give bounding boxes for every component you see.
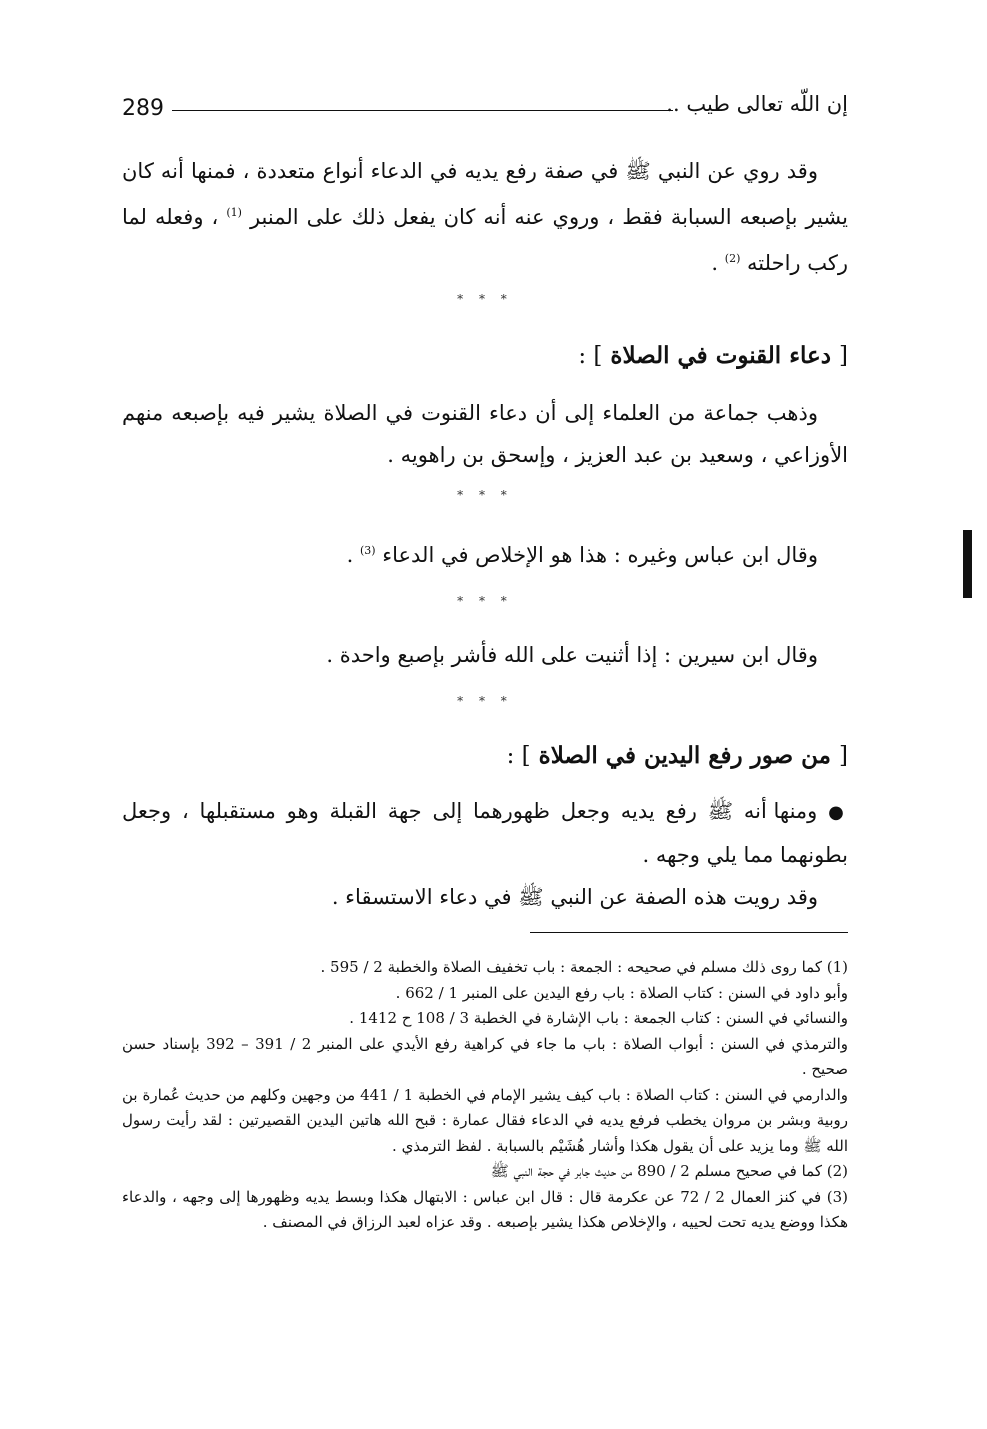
bullet-marker: ● [828, 802, 848, 823]
footnote-ref-1: (1) [226, 206, 242, 219]
heading-close-bracket: ] : [506, 743, 531, 769]
paragraph-4: وقال ابن سيرين : إذا أثنيت على الله فأشر بإصبع واحدة . [326, 643, 818, 667]
running-title: إن اللّه تعالى طيب .. [666, 92, 848, 116]
section-separator: * * * [457, 292, 513, 306]
heading-open-bracket: [ [839, 743, 848, 769]
footnote-rule [530, 932, 848, 933]
footnote-ref-3: (3) [359, 544, 376, 557]
footnote-line: (2) كما في صحيح مسلم 2 / 890 من حديث جابر في حجة النبي ﷺ [490, 1162, 848, 1180]
paragraph-5-text: ومنها أنه ﷺ رفع يديه وجعل ظهورهما إلى جهة القبلة وهو مستقبلها ، وجعل بطونهما مما يلي وجهه . [122, 799, 848, 867]
heading-text: من صور رفع اليدين في الصلاة [538, 742, 831, 769]
section-separator: * * * [457, 594, 513, 608]
paragraph-1-end: . [711, 251, 719, 275]
footnote-line: (1) كما روى ذلك مسلم في صحيحه : الجمعة : باب تخفيف الصلاة والخطبة 2 / 595 . [320, 958, 848, 976]
page-header [122, 92, 848, 132]
paragraph-1 [122, 150, 848, 284]
heading-close-bracket: ] : [578, 343, 603, 369]
paragraph-6: وقد رويت هذه الصفة عن النبي ﷺ في دعاء الاستسقاء . [331, 885, 818, 909]
section-heading-qunut [122, 336, 848, 376]
footnote-line: والترمذي في السنن : أبواب الصلاة : باب ما جاء في كراهية رفع الأيدي على المنبر 2 / 391 – 392 بإسناد حسن صحيح . [122, 1034, 848, 1078]
heading-text: دعاء القنوت في الصلاة [610, 342, 831, 369]
paragraph-5 [122, 790, 848, 876]
footnote-line: والدارمي في السنن : كتاب الصلاة : باب كيف يشير الإمام في الخطبة 1 / 441 من وجهين وكلهم من حديث عُمارة بن روبية وبشر بن مروان يخطب فرفع يديه في الدعاء فقال عمارة : قبح الله هاتين اليدين القصيرتين : لقد رأيت رسول الله ﷺ وما يزيد على أن يقول هكذا وأشار هُشَيْم بالسبابة . لفظ الترمذي . [122, 1085, 849, 1155]
paragraph-3-text: وقال ابن عباس وغيره : هذا هو الإخلاص في الدعاء [382, 543, 818, 567]
footnote-line: (3) في كنز العمال 2 / 72 عن عكرمة قال : قال ابن عباس : الابتهال هكذا وبسط يديه وظهورها إلى وجهه ، والدعاء هكذا ووضع يديه تحت لحييه ، والإخلاص هكذا يشير بإصبعه . وقد عزاه لعبد الرزاق في المصنف . [122, 1187, 848, 1231]
paragraph-3 [122, 530, 848, 576]
margin-thumb-mark [963, 530, 972, 598]
paragraph-2: وذهب جماعة من العلماء إلى أن دعاء القنوت في الصلاة يشير فيه بإصبعه منهم الأوزاعي ، وسعيد بن عبد العزيز ، وإسحق بن راهويه . [122, 401, 848, 467]
footnote-line: والنسائي في السنن : كتاب الجمعة : باب الإشارة في الخطبة 3 / 108 ح 1412 . [349, 1009, 848, 1027]
page-number: 289 [122, 96, 164, 121]
paragraph-3-end: . [346, 543, 354, 567]
section-heading-raising-hands [122, 736, 848, 776]
footnotes [122, 955, 848, 1236]
section-separator: * * * [457, 694, 513, 708]
footnote-line: وأبو داود في السنن : كتاب الصلاة : باب رفع اليدين على المنبر 1 / 662 . [395, 983, 848, 1002]
section-separator: * * * [457, 488, 513, 502]
paragraph-1-tail: ، وفعله لما ركب راحلته [122, 205, 848, 275]
paragraph-1-text: وقد روي عن النبي ﷺ في صفة رفع يديه في الدعاء أنواع متعددة ، فمنها أنه كان يشير بإصبعه السبابة فقط ، وروي عنه أنه كان يفعل ذلك على المنبر [122, 159, 848, 229]
heading-open-bracket: [ [839, 343, 848, 369]
header-rule [172, 110, 673, 111]
footnote-ref-2: (2) [724, 252, 741, 265]
